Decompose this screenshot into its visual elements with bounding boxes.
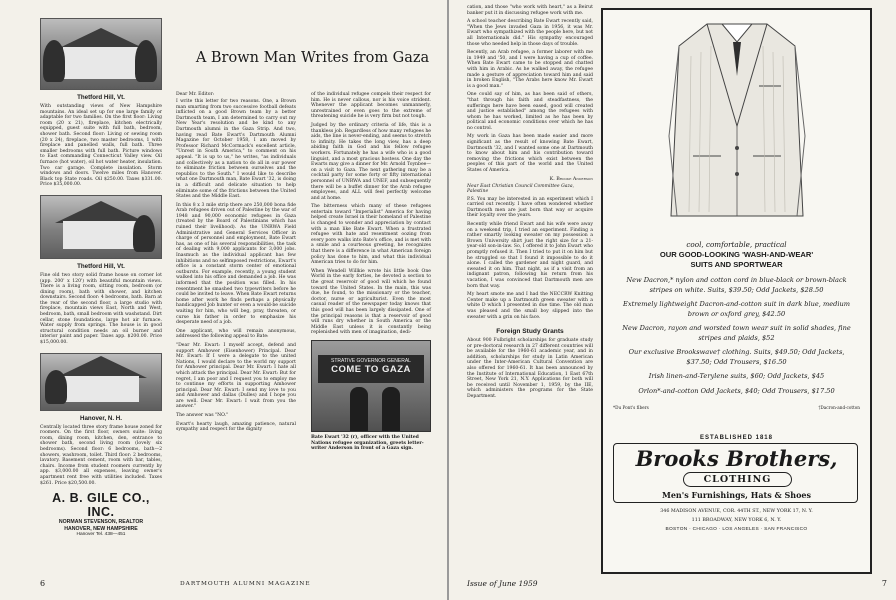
footnote-right: †Dacron-and-cotton [818, 405, 860, 410]
listing-body: Fine old two story solid frame house on corner lot (app. 200' x 120') with beautiful mountain views. There is a living room, sitting room, bedroom (or dining room), bath with shower, and kitchen downstairs. Second floor: 4 bedrooms, bath. Barn at the rear of the second floor, a large studio with fireplace, mountain views East, North and West, bedroom, bath, small bedroom with washstand. Dirt cellar, stone foundations, large hot air furnace. Water supply from springs. The house is in good structural condition needs an oil burner and interior paint and paper. Taxes app. $200.00. Price $15,000.00. [40, 272, 162, 346]
store-cities: BOSTON · CHICAGO · LOS ANGELES · SAN FRANCISCO [665, 527, 808, 532]
sign-top-text: STRATIVE GOVERNOR GENERAL [331, 357, 411, 364]
paragraph: The bitterness which many of these refugees entertain toward "Imperialist" America for having helped create Israel in their homeland of Palestine is changed to wonder and appreciation by contact with a man like Bate Ewart. When a frustrated refugee with hate and resentment oozing from every pore walks into Bate's office, and is met with a smile and a courteous greeting, he recognizes that there is a difference in what American foreign policy has done to him, and what this individual American tries to do for him. [311, 204, 431, 266]
grants-text: About 900 Fulbright scholarships for graduate study or pre-doctoral research in 27 different countries will be available for the 1960-61 academic year, and in addition, scholarships for study in Latin American under the Inter-American Cultural Convention are also offered for 1960-61. It has been announced by the Institute of International Education, 1 East 67th Street, New York 21, N.Y. Applications for both will be received until November 1, 1959, by the IIE, which administers the programs for the State Department. [467, 338, 593, 400]
furnishings-line: Men's Furnishings, Hats & Shoes [661, 490, 812, 500]
suit-jacket-illustration [667, 16, 807, 230]
ad-footnotes [613, 405, 860, 410]
paragraph: One could say of him, as has been said of others, "that through his faith and steadfastness, the sufferings here have been eased, good will created and justice established" among the refugees with whom he has worked, limited as he has been by political and economic conditions over which he has no control. [467, 92, 593, 131]
house-photo-2 [40, 195, 162, 259]
paragraph: A school teacher describing Bate Ewart recently said, "When the Jews invaded Gaza in 1956, it was Mr. Ewart who sympathized with the people here, but not all Internationals did." His sympathy encouraged those who needed help in those days of trouble. [467, 19, 593, 47]
realtor-name: A. B. GILE CO., INC. [52, 491, 150, 520]
listing-title: Thetford Hill, Vt. [77, 94, 125, 101]
footnote-left: *Du Pont's fibers [613, 405, 649, 410]
person-figure [350, 387, 368, 431]
article-headline: A Brown Man Writes from Gaza [195, 50, 430, 66]
paragraph: Recently while friend Ewart and his wife were away on a weekend trip, I tried an experiment. Finding a rather smartly looking sweater on my possession a Brown University shirt just the right size for a 21-year-old son-in-law. So, I offered it to John Ewart who promptly refused it. Then I tried to put it on him but he struggled so that I found it impossible to do it alone. I called the gardener and night guard, and sweated it on him. That night, as if a visit from an indignant patron, following his return from his vacation, I was convinced that Dartmouth men are born that way. [467, 222, 593, 289]
ad-tagline: cool, comfortable, practical [686, 240, 787, 249]
page-number-right: 7 [881, 579, 887, 588]
article-column-1 [176, 92, 296, 436]
paragraph: My heart smote me and I had the NECCRW Knitting Center make up a Dartmouth green sweater with a white D which I presented in due time. The old man was pleased and the small boy slipped into the sweater with a grin on his face. [467, 292, 593, 320]
listing-title: Thetford Hill, Vt. [77, 262, 125, 270]
realtor-line-2: HANOVER, NEW HAMPSHIRE [64, 525, 138, 532]
page-number-left: 6 [40, 579, 46, 588]
ad-headline [603, 250, 870, 269]
paragraph: "Dear Mr. Ewart: I myself accept, defend and support Amhower (Eisenhower) Principal. Dear Mr. Ewart: If I were a delegate to the united Nations, I would declare to the world my support for Amhower principal. Dear Mr. Ewart: I hate all which attack the principal. Dear Mr. Ewart: But for regret, I am poor and I request you to employ me to continue my efforts in supporting Amhower principal. Dear Mr. Ewart: I send my love to you and Amhower and dallas (Dulles) and I hope you are well. Dear Mr. Ewart: I wait from you the answer." [176, 342, 296, 410]
paragraph: P.S. You may be interested in an experiment which I carried out recently. I have often wondered whether Dartmouth men are just born that way or acquire their loyalty over the years. [467, 196, 593, 219]
photo-caption: Bate Ewart '32 (r), officer with the United Nations refugee organization, greets letter-writer Anderson in front of a Gaza sign. [311, 434, 424, 452]
address-line-1: 346 MADISON AVENUE, COR. 44TH ST., NEW YORK 17, N. Y. [660, 509, 813, 514]
continuation-column [467, 5, 593, 400]
address-line-2: 111 BROADWAY, NEW YORK 6, N. Y. [691, 518, 782, 523]
paragraph: of the individual refugee compels their respect for him. He is never callous, nor is his voice strident. Whenever the applicant becomes unmannerly, unrestrained or even goes to the extreme of threatening suicide he is very firm but not tough. [311, 92, 431, 120]
sign-main-text: COME TO GAZA [331, 363, 411, 375]
left-page [0, 0, 447, 600]
paragraph: Judged by the ordinary criteria of life, this is a thankless job. Regardless of how many refugees he aids, the line is never-ending, and seems to stretch to infinity. He takes the long view, has a deep abiding faith in God and his fellow refugee workers. Fortunately he has a wife who is a good linguist, and a most gracious hostess. One day the Ewarts may give a dinner for Mr. Arnold Toynbee—on a visit to Gaza. The next gathering may be a cocktail party for some forty or fifty international personnel of UNRWA and UNEF, and subsequently there will be a buffet dinner for the Arab refugee employees, and ALL will feel perfectly welcome and at home. [311, 122, 431, 201]
ad-item: Extremely lightweight Dacron-and-cotton suit in dark blue, medium brown or oxford grey, $42.50 [623, 300, 850, 318]
ad-item: New Dacron, rayon and worsted town wear suit in solid shades, fine stripes and plaids, $52 [622, 324, 851, 342]
house-photo-1 [40, 18, 162, 90]
ad-product-list [617, 276, 856, 401]
issue-date: Issue of June 1959 [467, 579, 538, 588]
clothing-banner: CLOTHING [683, 472, 792, 487]
paragraph: I write this letter for two reasons. One, a Brown man smarting from two successive football defeats inflicted on a good Brown team by a better Dartmouth team, I am determined to carry out my New Year's resolution and be kind to any Dartmouth alumni in the Gaza Strip. And two, having read Bate Ewart's Dartmouth Alumni Magazine for October 1958, I am moved by Professor Richard McCormack's excellent article, "Unrest in South America," to comment on his appeal. "It is up to us," he writes, "as individuals and collectively as a nation to do all in our power to eliminate friction between ourselves and the republics to the South." I would like to describe what one Dartmouth man, Bate Ewart '32, is doing in a difficult and delicate situation to help eliminate some of the frictions between the United States and the Middle East. [176, 99, 296, 200]
signature-affiliation: Near East Christian Council Committee Gaza, Palestine [467, 183, 575, 194]
paragraph: My work in Gaza has been made easier and more significant as the result of knowing Bate Ewart, Dartmouth '32, and I wanted some one at Dartmouth to know about him and his contribution toward removing the frictions which exist between the peoples of this part of the world and the United States of America. [467, 134, 593, 174]
paragraph: In this 8 x 3 mile strip there are 250,000 bona fide Arab refugees driven out of Palestine by the war of 1948 and 90,000 economic refugees in Gaza (treated by the Board of Palestinians which has ruined their livelihood). As the UNRWA Field Administrative and General Services Officer in charge of personnel and employment, Bate Ewart has, as one of his several responsibilities, the task of dealing with 9,000 applicants for 3,000 jobs. Inasmuch as the individual applicant has few inhibitions and no selfimposed restrictions, Ewart's office is a constant storm center of emotional outbursts. For example, recently, a young student walked into his office and demanded a job. He was informed that the position was filled. In his resentment he smashed two typewriters before he could be invited to leave. When Bate Ewart returns home after work he finds perhaps a physically handicapped Job hunter or even a would-be suicide waiting for him, who will beg, pray, threaten, or curse his father in order to emphasize his desperate need of a job. [176, 202, 296, 326]
person-figure [382, 387, 400, 431]
paragraph: When Wendell Willkie wrote his little book One World in the early forties, he devoted a section to the great reservoir of good will which he found toward the United States. In the main, this was due, he found, to the missionary or the teacher, doctor, nurse or agriculturist. Even the most casual reader of the newspaper today knows that this good will has been largely dissipated. One of the principal reasons is that a reservoir of good will runs dry whether in South America or the Middle East unless it is constantly being replenished with men of imagination, dedi- [311, 268, 431, 336]
running-head: DARTMOUTH ALUMNI MAGAZINE [180, 581, 311, 587]
right-page [449, 0, 896, 600]
ad-item: Our exclusive Brookswave† clothing. Suits, $49.50; Odd Jackets, $37.50; Odd Trousers, $16.50 [628, 348, 845, 367]
ad-headline-line-2: SUITS AND SPORTWEAR [690, 259, 783, 269]
ad-item: Irish linen-and-Terylene suits, $60; Odd Jackets, $45 [648, 372, 825, 381]
real-estate-column [40, 18, 162, 537]
gaza-sign-photo [311, 340, 431, 432]
paragraph: One applicant, who will remain anonymous, addressed the following appeal to Bate: [176, 328, 296, 340]
brooks-brothers-ad [601, 8, 872, 574]
ad-headline-line-1: OUR GOOD-LOOKING 'WASH-AND-WEAR' [659, 250, 814, 259]
section-subhead: Foreign Study Grants [496, 328, 564, 336]
listing-title: Hanover, N. H. [80, 414, 122, 422]
listing-body: With outstanding views of New Hampshire mountains. An ideal set up for one large family or adaptable for two families. On the first floor: Living room (20 x 21), fireplace, kitchen electrically equipped, guest suite with full bath, bedroom, shower bath. Second floor: Living or sewing room (20 x 24), fireplace, two master bedrooms, 1 with fireplace and panelled walls, full bath. Three smaller bedrooms with full bath. Picture windows to East commanding Connecticut Valley view. Oil furnace (hot water), oil hot water heater, insulation. Two car garage. Complete insulation. Storm windows and doors. Twelve miles from Hanover. Black top State roads. Oil $250.00. Taxes $331.00. Price $35,000.00. [40, 104, 162, 188]
signature: K. Brooke Anderson [549, 176, 593, 182]
ad-item: Orlon*-and-cotton Odd Jackets, $40; Odd Trousers, $17.50 [638, 386, 835, 395]
gaza-sign [318, 355, 424, 383]
brand-logo: Brooks Brothers, [635, 446, 838, 471]
paragraph: cation, and those "who work with heart," as a Beirut banker put it in discussing refugee work with me. [467, 5, 593, 16]
paragraph: Ewart's hearty laugh, amazing patience, natural sympathy and respect for the dignity [176, 421, 296, 433]
salutation: Dear Mr. Editor: [176, 92, 215, 97]
ad-item: New Dacron,* nylon and cotton cord in blue-black or brown-black stripes on white. Suits, $39.50; Odd Jackets, $28.50 [626, 276, 847, 294]
realtor-line-1: NORMAN STEVENSON, REALTOR [58, 519, 144, 526]
paragraph: Recently, an Arab refugee, a former laborer with me in 1949 and '50, and I were having a cup of coffee. When Bate Ewart came to be stopped and chatted with him in Arabic. As he walked away, the refugee made a gesture of appreciation toward him and said in broken English, "The Arabs here know Mr. Ewart is a good man." [467, 50, 593, 89]
established-line: ESTABLISHED 1818 [700, 435, 773, 441]
paragraph: The answer was "NO." [176, 413, 229, 419]
article-column-2 [311, 92, 431, 452]
house-photo-3 [40, 353, 162, 411]
realtor-phone: Hanover Tel. 438—451 [76, 532, 126, 538]
listing-body: Centrally located three story frame house zoned for roomers. On the first floor, owners suite: living room, dining room, kitchen, den, entrance to shower bath, second living room (lovely six bedrooms). Second floor: 6 bedrooms, bath—2 showers, washroom, toilet. Third floor: 2 bedrooms, lavatory. Basement cement, room with bar, tables, chairs. Income from student roomers currently by app. $3,000.00 all expenses, leaving owner's apartment rent free with utilities included. Taxes $261. Price $20,500.00. [40, 424, 162, 486]
store-addresses [603, 507, 870, 525]
